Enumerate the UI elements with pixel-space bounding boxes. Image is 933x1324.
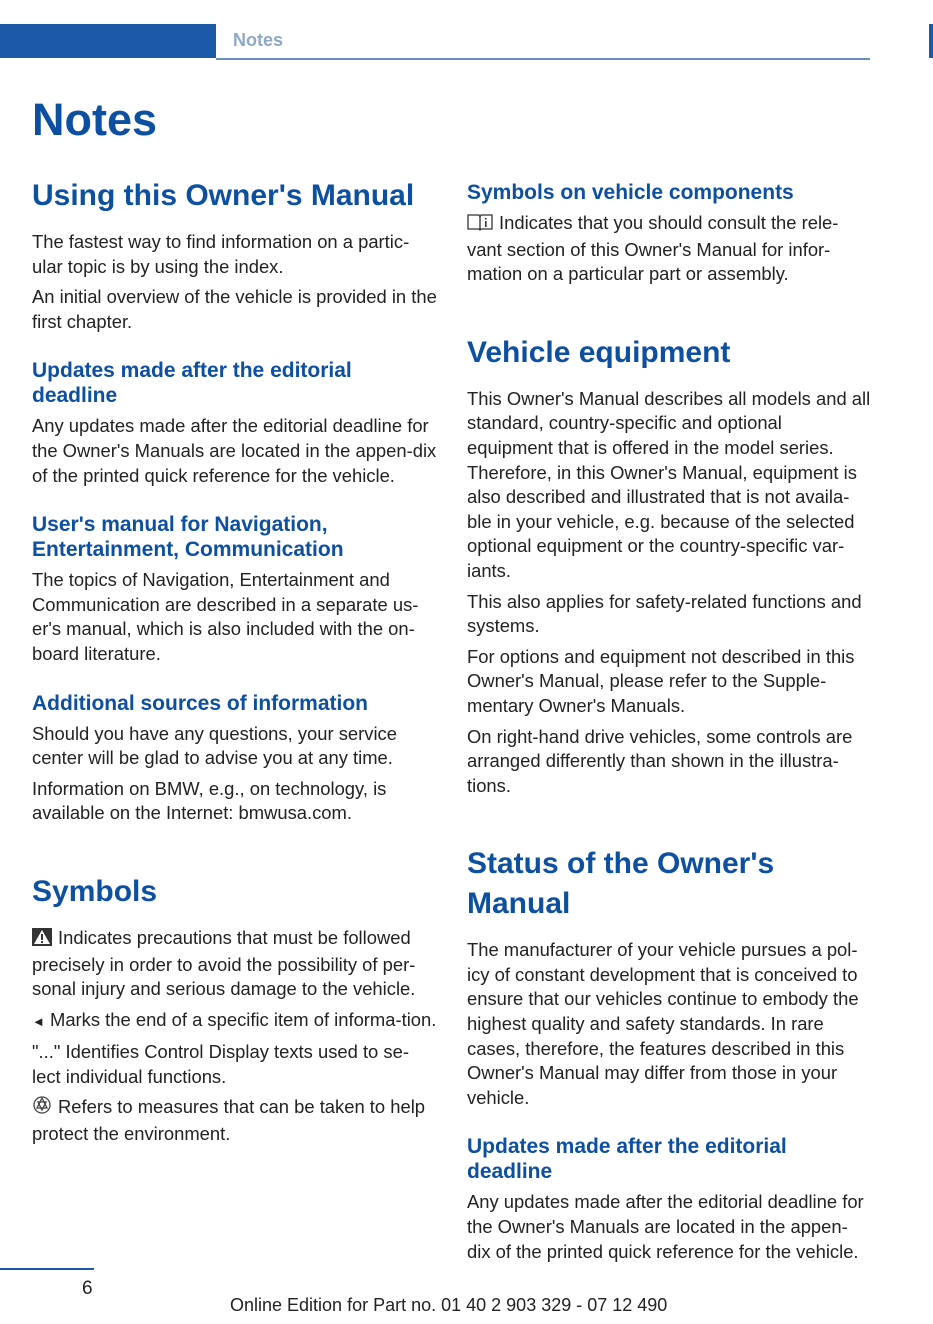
left-column [32,176,437,1153]
environment-icon [32,1095,52,1122]
heading-updates: Updates made after the editorial deadline [32,359,352,408]
page-title: Notes [32,94,158,145]
heading-nav-manual: User's manual for Navigation, Entertainment, Communication [32,513,344,562]
paragraph: This Owner's Manual describes all models and all standard, country-specific and optional equipment that is offered in the model series. Therefore, in this Owner's Manual, equipment is also described and illustrated that is not availa‐ble in your vehicle, e.g. because of the selected optional equipment or the country-specific var‐iants. [467,387,871,581]
warning-triangle-icon [32,928,52,953]
heading-symbols-vehicle: Symbols on vehicle components [467,181,794,204]
paragraph: Should you have any questions, your service center will be glad to advise you at any time. [32,722,397,769]
symbol-environment-paragraph [32,1095,437,1146]
heading-vehicle-equipment: Vehicle equipment [467,335,731,369]
footer-rule [0,1268,94,1270]
symbol-environment-text: Refers to measures that can be taken to help protect the environment. [32,1096,426,1145]
symbol-end-paragraph [32,1008,437,1035]
header-bar [0,24,216,58]
paragraph: The fastest way to find information on a partic‐ular topic is by using the index. [32,231,410,277]
page-edge-marker [929,24,933,58]
paragraph: For options and equipment not described in this Owner's Manual, please refer to the Supple‐mentary Owner's Manuals. [467,645,855,716]
heading-using-manual: Using this Owner's Manual [32,179,415,212]
symbol-manual-paragraph [467,211,871,287]
symbol-warning-text: Indicates precautions that must be followed precisely in order to avoid the possibility of per‐sonal injury and serious damage to the vehicle. [32,926,416,1000]
symbol-warning-paragraph [32,926,437,1002]
symbol-end-text: Marks the end of a specific item of informa‐tion. [50,1008,437,1030]
paragraph: Information on BMW, e.g., on technology, is available on the Internet: bmwusa.com. [32,777,387,824]
right-column [467,180,871,1270]
heading-status: Status of the Owner's Manual [467,847,775,921]
paragraph: An initial overview of the vehicle is provided in the first chapter. [32,286,437,332]
paragraph: This also applies for safety-related functions and systems. [467,590,862,637]
paragraph: The manufacturer of your vehicle pursues a pol‐icy of constant development that is conceived to ensure that our vehicles continue to embody the highest quality and safety standards. In rare cases, therefore, the features described in this Owner's Manual may differ from those in your vehicle. [467,939,859,1108]
manual-book-icon [467,213,493,238]
page-number: 6 [82,1278,93,1299]
end-marker-icon: ◄ [32,1013,45,1029]
paragraph: Any updates made after the editorial deadline for the Owner's Manuals are located in the appen‐dix of the printed quick reference for the vehicle. [467,1191,864,1262]
paragraph: On right-hand drive vehicles, some controls are arranged differently than shown in the illustra‐tions. [467,725,853,796]
paragraph: The topics of Navigation, Entertainment and Communication are described in a separate us‐er's manual, which is also included with the on‐board literature. [32,569,419,664]
heading-updates-right: Updates made after the editorial deadline [467,1135,787,1184]
header-section-label: Notes [233,30,284,50]
symbol-display-text-paragraph: "..." Identifies Control Display texts used to se‐lect individual functions. [32,1041,409,1087]
heading-symbols: Symbols [32,874,158,908]
edition-note: Online Edition for Part no. 01 40 2 903 329 - 07 12 490 [230,1295,668,1315]
symbol-manual-text: Indicates that you should consult the rele‐vant section of this Owner's Manual for infor‐mation on a particular part or assembly. [467,212,839,285]
heading-additional-sources: Additional sources of information [32,691,369,715]
header-rule [216,58,870,60]
paragraph: Any updates made after the editorial deadline for the Owner's Manuals are located in the appen‐dix of the printed quick reference for the vehicle. [32,415,437,486]
